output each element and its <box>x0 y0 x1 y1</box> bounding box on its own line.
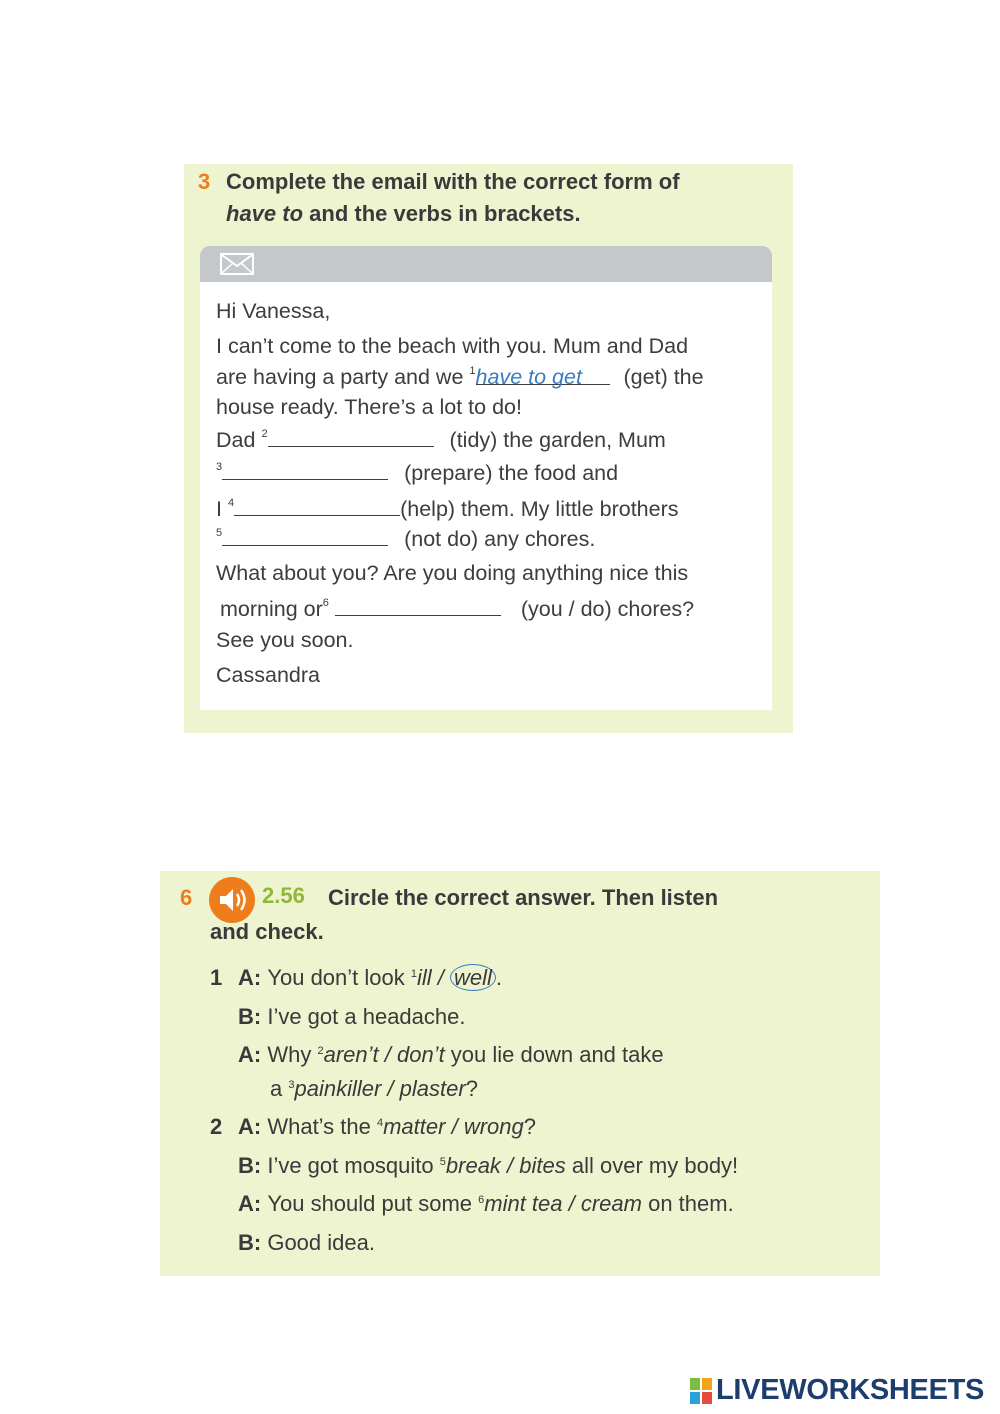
email-line: I can’t come to the beach with you. Mum and Dad <box>216 334 689 358</box>
text: (get) the <box>623 365 704 389</box>
dialogue-line <box>210 963 503 997</box>
text: (prepare) the food and <box>404 461 619 485</box>
exercise-6-instruction-2: and check. <box>210 919 324 944</box>
answer-option[interactable]: break <box>445 1153 501 1178</box>
email-line <box>216 362 704 396</box>
dialogue-number: 1 <box>210 965 223 990</box>
gap-number: 1 <box>469 365 476 377</box>
gap-number: 4 <box>227 497 235 509</box>
gap-number: 2 <box>261 428 268 440</box>
answer-gap-3[interactable] <box>222 457 388 480</box>
instruction-italic: have to <box>226 201 304 226</box>
dialogue-text: you lie down and take <box>444 1042 664 1067</box>
dialogue-text: a <box>270 1076 289 1101</box>
text: I <box>216 497 222 521</box>
dialogue-text: ? <box>465 1076 478 1101</box>
item-number: 3 <box>288 1079 295 1091</box>
answer-option[interactable]: cream <box>580 1191 642 1216</box>
email-line <box>216 424 666 459</box>
dialogue-text: You should put some <box>267 1191 479 1216</box>
speaker-label: B: <box>238 1004 268 1029</box>
gap-number: 3 <box>216 461 223 473</box>
option-separator: / <box>431 965 450 990</box>
text: (not do) any chores. <box>404 527 596 551</box>
speaker-label: A: <box>238 1042 268 1067</box>
dialogue-text: all over my body! <box>565 1153 739 1178</box>
item-number: 2 <box>317 1045 324 1057</box>
exercise-number: 3 <box>198 169 211 194</box>
dialogue-text: Why <box>267 1042 318 1067</box>
exercise-3-instruction <box>226 166 680 230</box>
track-number: 2.56 <box>262 883 305 908</box>
dialogue-line <box>270 1074 478 1108</box>
answer-gap-1[interactable]: have to get <box>476 362 610 385</box>
answer-option[interactable]: ill <box>416 965 432 990</box>
email-line: house ready. There’s a lot to do! <box>216 395 522 419</box>
dialogue-text: I’ve got mosquito <box>267 1153 440 1178</box>
text: Dad <box>216 428 256 452</box>
email-closing: See you soon. <box>216 628 354 652</box>
option-separator: / <box>381 1076 400 1101</box>
email-signature: Cassandra <box>216 663 320 687</box>
text: (help) them. My little brothers <box>400 497 679 521</box>
exercise-6-instruction-1: Circle the correct answer. Then listen <box>328 885 719 910</box>
answer-option[interactable]: mint tea <box>484 1191 563 1216</box>
dialogue-text: on them. <box>641 1191 734 1216</box>
answer-option[interactable]: matter <box>383 1114 446 1139</box>
logo-icon <box>690 1378 712 1404</box>
email-header-bar <box>200 246 772 282</box>
instruction-line-2: and the verbs in brackets. <box>303 201 581 226</box>
answer-gap-6[interactable] <box>335 593 501 616</box>
answer-option[interactable]: don’t <box>396 1042 445 1067</box>
dialogue-text: I’ve got a headache. <box>267 1004 466 1029</box>
speaker-label: B: <box>238 1230 268 1255</box>
speaker-label: A: <box>238 1191 268 1216</box>
email-line: What about you? Are you doing anything nice this <box>216 561 689 585</box>
answer-option[interactable]: plaster <box>399 1076 466 1101</box>
dialogue-text: ? <box>523 1114 536 1139</box>
answer-option[interactable]: bites <box>519 1153 566 1178</box>
email-line <box>216 457 618 492</box>
exercise-number: 6 <box>180 885 193 910</box>
item-number: 6 <box>478 1194 485 1206</box>
option-separator: / <box>378 1042 397 1067</box>
item-number: 1 <box>410 968 417 980</box>
dialogue-line <box>210 1112 536 1146</box>
option-separator: / <box>562 1191 581 1216</box>
dialogue-number: 2 <box>210 1114 223 1139</box>
envelope-icon <box>220 253 254 275</box>
email-line <box>220 593 694 628</box>
dialogue-text: What’s the <box>267 1114 377 1139</box>
speaker-label: B: <box>238 1153 268 1178</box>
dialogue-text: You don’t look <box>267 965 411 990</box>
answer-gap-2[interactable] <box>268 424 434 447</box>
answer-gap-5[interactable] <box>222 523 388 546</box>
instruction-line-1: Complete the email with the correct form of <box>226 169 680 194</box>
dialogue-text: Good idea. <box>267 1230 375 1255</box>
dialogue-text: . <box>495 965 503 990</box>
text: morning or <box>220 597 323 621</box>
option-separator: / <box>445 1114 464 1139</box>
item-number: 4 <box>376 1117 384 1129</box>
text: (you / do) chores? <box>520 597 695 621</box>
answer-option[interactable]: aren’t <box>323 1042 379 1067</box>
gap-number: 5 <box>216 527 223 539</box>
dialogue-line <box>238 1040 664 1074</box>
item-number: 5 <box>439 1156 446 1168</box>
dialogue-line <box>238 1151 738 1185</box>
answer-option[interactable]: wrong <box>463 1114 524 1139</box>
answer-option[interactable]: well <box>450 964 496 991</box>
answer-option[interactable]: painkiller <box>294 1076 382 1101</box>
text: are having a party and we <box>216 365 464 389</box>
option-separator: / <box>500 1153 520 1178</box>
dialogue-line <box>238 1228 375 1258</box>
email-line <box>216 523 595 558</box>
gap-number: 6 <box>322 597 329 609</box>
email-greeting: Hi Vanessa, <box>216 299 331 323</box>
brand-name: LIVEWORKSHEETS <box>716 1374 985 1406</box>
text: (tidy) the garden, Mum <box>449 428 666 452</box>
dialogue-line <box>238 1002 465 1032</box>
speaker-label: A: <box>238 1114 268 1139</box>
dialogue-line <box>238 1189 734 1223</box>
answer-gap-4[interactable] <box>234 493 400 516</box>
speaker-label: A: <box>238 965 268 990</box>
